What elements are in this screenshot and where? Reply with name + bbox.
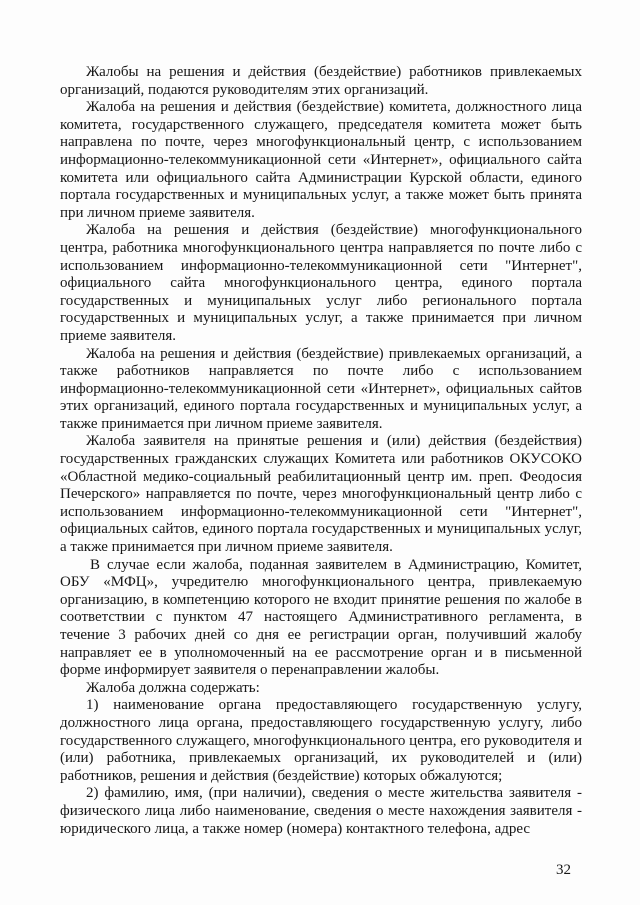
list-item: 2) фамилию, имя, (при наличии), сведения о месте жительства заявителя - физического лица либо наименование, сведения о месте нахождения заявителя - юридического лица, а также номер (номера) контактного телефона, адрес	[60, 785, 582, 837]
paragraph: Жалоба заявителя на принятые решения и (или) действия (бездействия) государственных гражданских служащих Комитета или работников ОКУСОКО «Областной медико-социальный реабилитационный центр им. преп. Феодосия Печерского» направляется по почте, через многофункциональный центр либо с использованием информационно-телекоммуникационной сети "Интернет", официальных сайтов, единого портала государственных и муниципальных услуг, а также принимается при личном приеме заявителя.	[60, 433, 582, 556]
paragraph: Жалоба должна содержать:	[86, 679, 260, 696]
paragraph: Жалобы на решения и действия (бездействие) работников привлекаемых организаций, подаются руководителям этих организаций.	[60, 64, 582, 98]
page-number: 32	[556, 862, 571, 878]
paragraph: В случае если жалоба, поданная заявителем в Администрацию, Комитет, ОБУ «МФЦ», учредителю многофункционального центра, привлекаемую организацию, в компетенцию которого не входит принятие решения по жалобе в соответствии с пунктом 47 настоящего Административного регламента, в течение 3 рабочих дней со дня ее регистрации орган, получивший жалобу направляет ее в уполномоченный на ее рассмотрение орган и в письменной форме информирует заявителя о перенаправлении жалобы.	[60, 556, 582, 679]
paragraph: Жалоба на решения и действия (бездействие) привлекаемых организаций, а также работников направляется по почте либо с использованием информационно-телекоммуникационной сети «Интернет», официальных сайтов этих организаций, единого портала государственных и муниципальных услуг, а также принимается при личном приеме заявителя.	[60, 345, 582, 432]
list-item: 1) наименование органа предоставляющего государственную услугу, должностного лица органа, предоставляющего государственную услугу, либо государственного служащего, многофункционального центра, его руководителя и (или) работника, привлекаемых организаций, их руководителей и (или) работников, решения и действия (бездействие) которых обжалуются;	[60, 697, 582, 784]
paragraph: Жалоба на решения и действия (бездействие) комитета, должностного лица комитета, государственного служащего, председателя комитета может быть направлена по почте, через многофункциональный центр, с использованием информационно-телекоммуникационной сети «Интернет», официального сайта комитета или официального сайта Администрации Курской области, единого портала государственных и муниципальных услуг, а также может быть принята при личном приеме заявителя.	[60, 99, 582, 221]
paragraph: Жалоба на решения и действия (бездействие) многофункционального центра, работника многофункционального центра направляется по почте либо с использованием информационно-телекоммуникационной сети "Интернет", официального сайта многофункционального центра, единого портала государственных и муниципальных услуг либо регионального портала государственных и муниципальных услуг, а также принимается при личном приеме заявителя.	[60, 222, 582, 344]
document-body	[60, 64, 582, 838]
